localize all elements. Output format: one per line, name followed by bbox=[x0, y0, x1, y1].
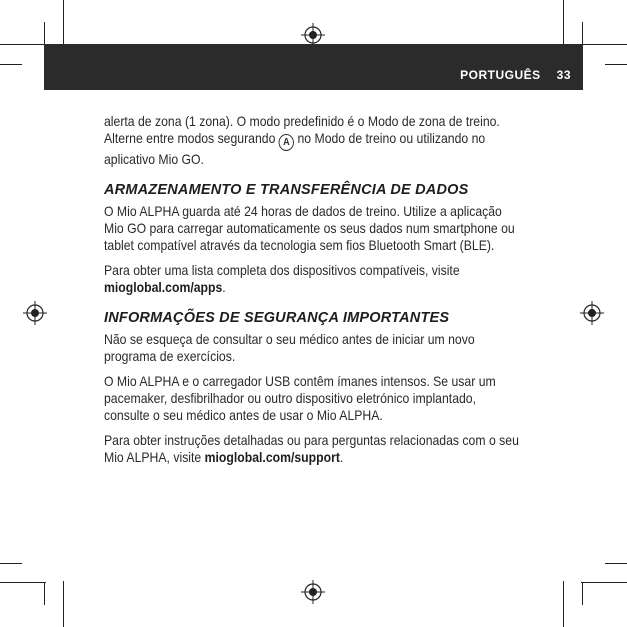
apps-link[interactable]: mioglobal.com/apps bbox=[104, 280, 223, 295]
storage-paragraph-2-text: Para obter uma lista completa dos dispositivos compatíveis, visite bbox=[104, 263, 460, 278]
safety-paragraph-2: O Mio ALPHA e o carregador USB contêm ímanes intensos. Se usar um pacemaker, desfibrilhador ou outro dispositivo eletrónico implantado, consulte o seu médico antes de usar o Mio ALPHA. bbox=[104, 374, 496, 423]
crop-mark-inner-top-left-h bbox=[0, 64, 22, 65]
safety-paragraph-3-end: . bbox=[339, 450, 344, 465]
storage-paragraph-1: O Mio ALPHA guarda até 24 horas de dados de treino. Utilize a aplicação Mio GO para carregar automaticamente os seus dados num smartphone ou tablet compatível através da tecnologia sem fios Bluetooth Smart (BLE). bbox=[104, 204, 515, 253]
registration-mark-right-icon bbox=[580, 301, 604, 325]
crop-mark-top-left-h bbox=[0, 44, 46, 45]
page-header bbox=[44, 44, 583, 90]
crop-mark-bottom-left-v bbox=[63, 581, 64, 627]
header-label bbox=[460, 68, 571, 82]
safety-paragraph-1: Não se esqueça de consultar o seu médico antes de iniciar um novo programa de exercícios. bbox=[104, 332, 475, 364]
crop-mark-top-right-h bbox=[581, 44, 627, 45]
page-content bbox=[104, 113, 524, 474]
intro-text-end: no Modo de treino ou utilizando no aplicativo Mio GO. bbox=[104, 131, 486, 167]
storage-heading: ARMAZENAMENTO E TRANSFERÊNCIA DE DADOS bbox=[104, 182, 469, 198]
button-a-icon: A bbox=[279, 134, 294, 151]
crop-mark-inner-bottom-right-v bbox=[582, 583, 583, 605]
language-label: PORTUGUÊS bbox=[460, 68, 541, 82]
crop-mark-inner-top-right-v bbox=[582, 22, 583, 44]
crop-mark-inner-bottom-right-h bbox=[605, 563, 627, 564]
registration-mark-left-icon bbox=[23, 301, 47, 325]
support-link[interactable]: mioglobal.com/support bbox=[204, 450, 340, 465]
crop-mark-inner-bottom-left-v bbox=[44, 583, 45, 605]
storage-paragraph-2 bbox=[104, 262, 524, 296]
crop-mark-top-right-v bbox=[563, 0, 564, 46]
crop-mark-bottom-left-h bbox=[0, 582, 46, 583]
crop-mark-bottom-right-v bbox=[563, 581, 564, 627]
safety-paragraph-3 bbox=[104, 432, 524, 466]
crop-mark-inner-top-right-h bbox=[605, 64, 627, 65]
storage-paragraph-2-end: . bbox=[222, 280, 226, 295]
intro-paragraph bbox=[104, 113, 524, 168]
crop-mark-bottom-right-h bbox=[581, 582, 627, 583]
page-number: 33 bbox=[556, 68, 571, 82]
crop-mark-inner-top-left-v bbox=[44, 22, 45, 44]
crop-mark-top-left-v bbox=[63, 0, 64, 46]
safety-paragraph-3-text: Para obter instruções detalhadas ou para perguntas relacionadas com o seu Mio ALPHA, visite bbox=[104, 433, 519, 465]
crop-mark-inner-bottom-left-h bbox=[0, 563, 22, 564]
registration-mark-bottom-icon bbox=[301, 580, 325, 604]
safety-heading: INFORMAÇÕES DE SEGURANÇA IMPORTANTES bbox=[104, 310, 450, 326]
intro-text-start: alerta de zona (1 zona). O modo predefinido é o Modo de zona de treino. Alterne entre modos segurando bbox=[104, 114, 500, 146]
